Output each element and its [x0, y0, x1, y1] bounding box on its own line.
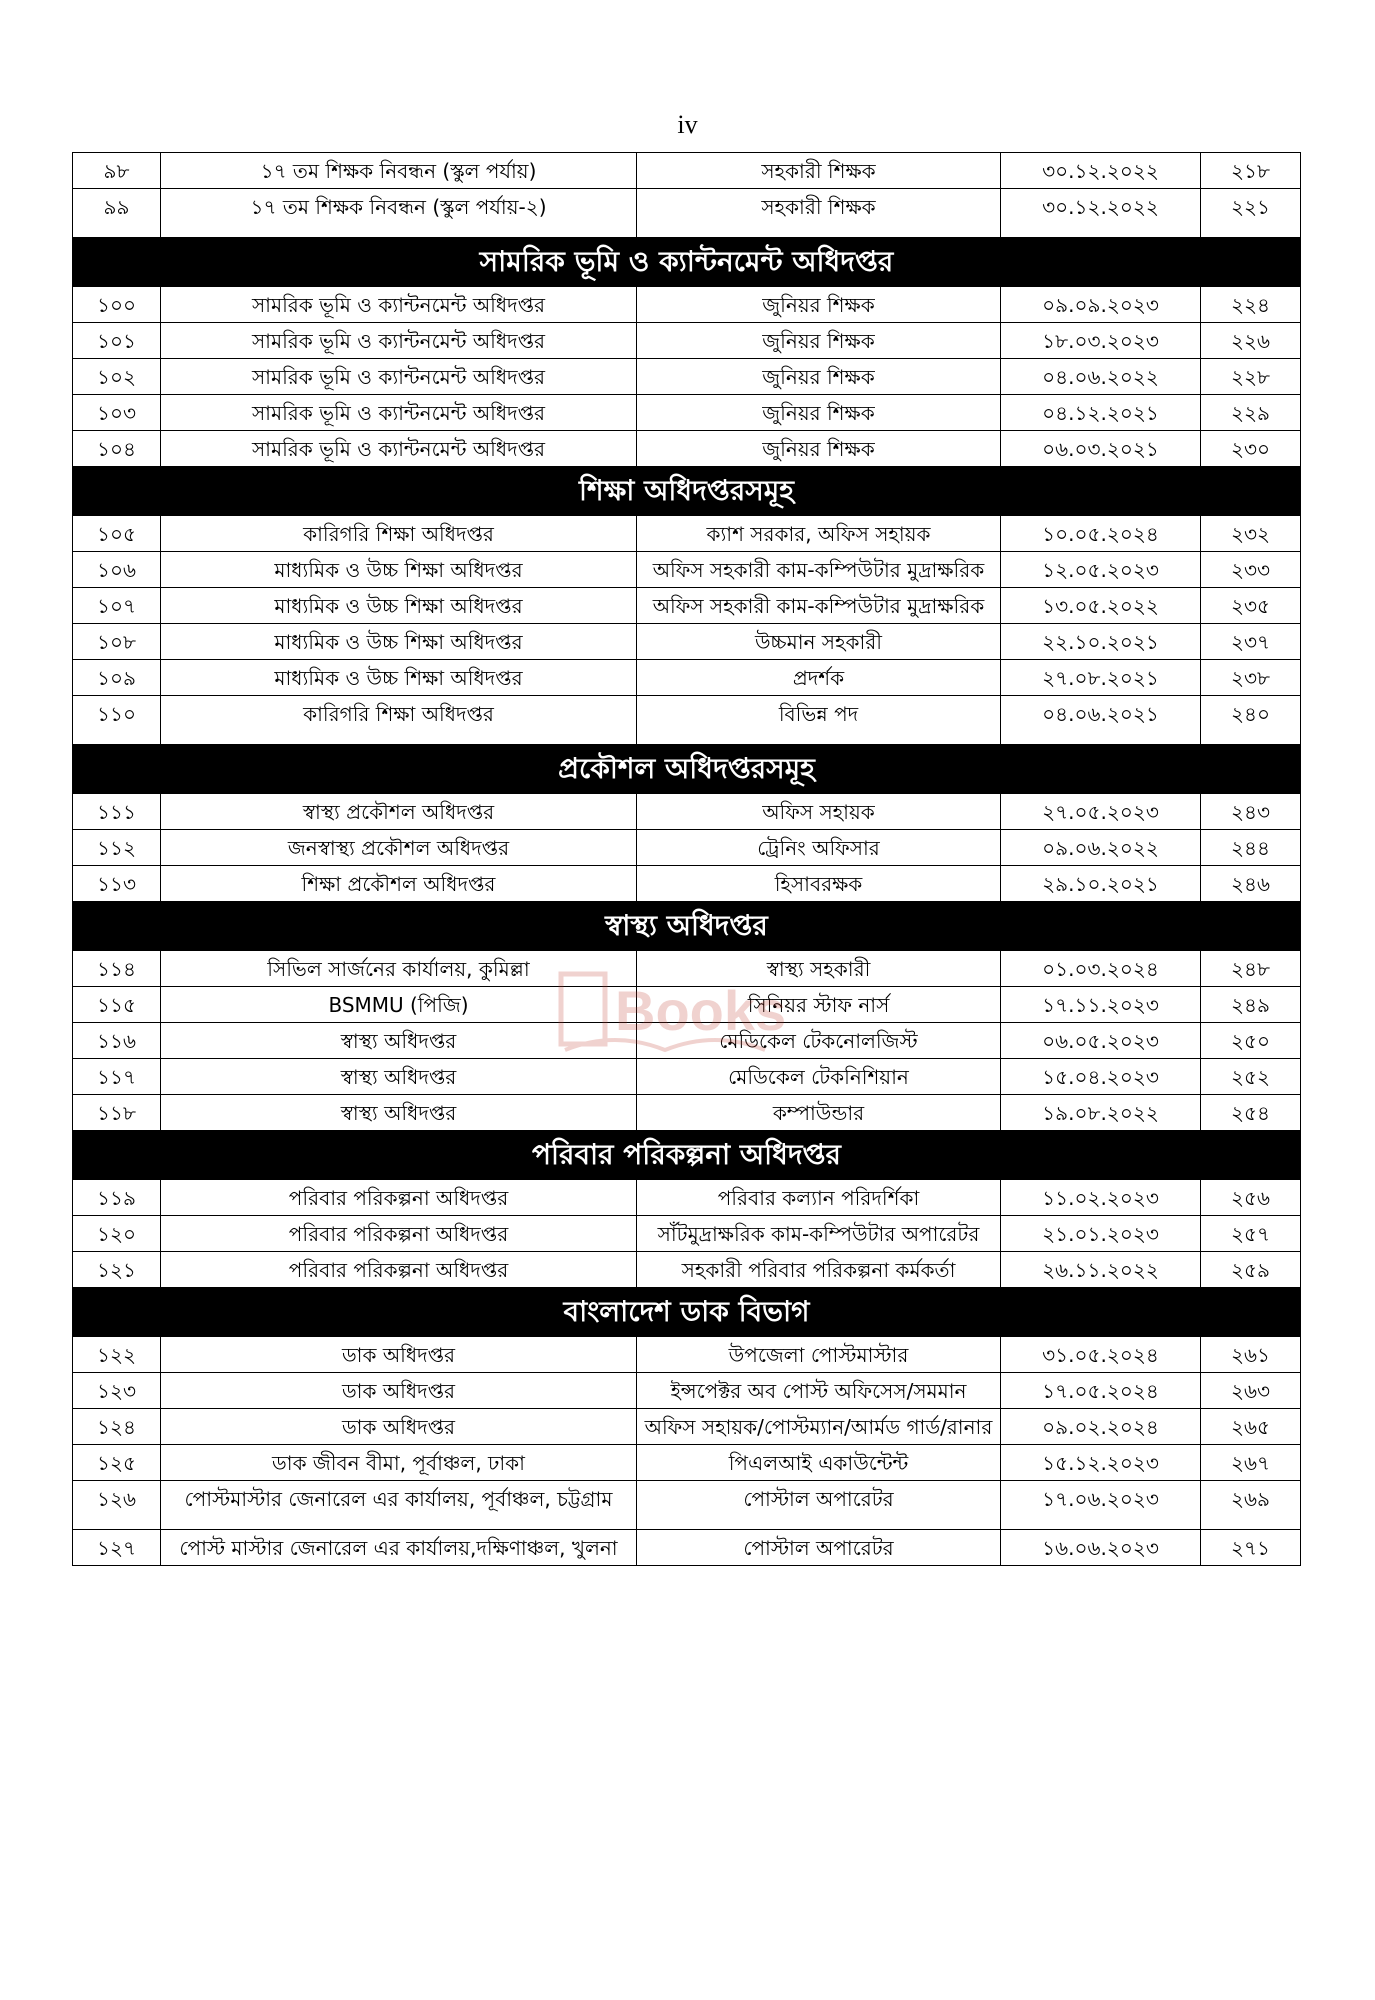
post-name-cell: হিসাবরক্ষক [637, 866, 1001, 902]
post-name-cell: উচ্চমান সহকারী [637, 624, 1001, 660]
table-row [73, 660, 1301, 696]
serial-number-cell: ১১৬ [73, 1023, 161, 1059]
page-number-cell: ২৩৭ [1201, 624, 1301, 660]
page-number-cell: ২৬৭ [1201, 1445, 1301, 1481]
post-name-cell: জুনিয়র শিক্ষক [637, 395, 1001, 431]
organization-cell: ডাক অধিদপ্তর [161, 1409, 637, 1445]
page-number-cell: ২৩৫ [1201, 588, 1301, 624]
exam-date-cell: ৩১.০৫.২০২৪ [1001, 1337, 1201, 1373]
serial-number-cell: ১০০ [73, 287, 161, 323]
table-row [73, 287, 1301, 323]
exam-date-cell: ০৯.০৯.২০২৩ [1001, 287, 1201, 323]
serial-number-cell: ১২১ [73, 1252, 161, 1288]
serial-number-cell: ১২০ [73, 1216, 161, 1252]
page-number: iv [677, 110, 698, 139]
post-name-cell: মেডিকেল টেকনিশিয়ান [637, 1059, 1001, 1095]
page-number-cell: ২৩২ [1201, 516, 1301, 552]
serial-number-cell: ১১৭ [73, 1059, 161, 1095]
table-row [73, 1445, 1301, 1481]
organization-cell: পোস্টমাস্টার জেনারেল এর কার্যালয়, পূর্বাঞ্চল, চট্টগ্রাম [161, 1481, 637, 1530]
serial-number-cell: ১২২ [73, 1337, 161, 1373]
organization-cell: শিক্ষা প্রকৌশল অধিদপ্তর [161, 866, 637, 902]
organization-cell: মাধ্যমিক ও উচ্চ শিক্ষা অধিদপ্তর [161, 588, 637, 624]
page-number-cell: ২৪৩ [1201, 794, 1301, 830]
page-number-cell: ২৬৯ [1201, 1481, 1301, 1530]
post-name-cell: অফিস সহকারী কাম-কম্পিউটার মুদ্রাক্ষরিক [637, 552, 1001, 588]
table-row [73, 359, 1301, 395]
exam-date-cell: ০৯.০৬.২০২২ [1001, 830, 1201, 866]
organization-cell: কারিগরি শিক্ষা অধিদপ্তর [161, 516, 637, 552]
page-number-cell: ২৫৬ [1201, 1180, 1301, 1216]
table-row [73, 1023, 1301, 1059]
exam-date-cell: ০৪.০৬.২০২১ [1001, 696, 1201, 745]
organization-cell: BSMMU (পিজি) [161, 987, 637, 1023]
post-name-cell: সহকারী শিক্ষক [637, 153, 1001, 189]
serial-number-cell: ১২৫ [73, 1445, 161, 1481]
organization-cell: সামরিক ভূমি ও ক্যান্টনমেন্ট অধিদপ্তর [161, 359, 637, 395]
table-row [73, 1337, 1301, 1373]
post-name-cell: মেডিকেল টেকনোলজিস্ট [637, 1023, 1001, 1059]
post-name-cell: জুনিয়র শিক্ষক [637, 359, 1001, 395]
exam-date-cell: ২৯.১০.২০২১ [1001, 866, 1201, 902]
serial-number-cell: ১০৮ [73, 624, 161, 660]
serial-number-cell: ১০৭ [73, 588, 161, 624]
page-number-cell: ২৩০ [1201, 431, 1301, 467]
exam-date-cell: ০৬.০৩.২০২১ [1001, 431, 1201, 467]
organization-cell: মাধ্যমিক ও উচ্চ শিক্ষা অধিদপ্তর [161, 552, 637, 588]
post-name-cell: ক্যাশ সরকার, অফিস সহায়ক [637, 516, 1001, 552]
table-row [73, 323, 1301, 359]
serial-number-cell: ১১১ [73, 794, 161, 830]
page-number-cell: ২৪৬ [1201, 866, 1301, 902]
page-number-cell: ২৫৪ [1201, 1095, 1301, 1131]
exam-date-cell: ২৭.০৮.২০২১ [1001, 660, 1201, 696]
page-number-cell: ২৫৯ [1201, 1252, 1301, 1288]
exam-date-cell: ১৫.১২.২০২৩ [1001, 1445, 1201, 1481]
exam-date-cell: ১৮.০৩.২০২৩ [1001, 323, 1201, 359]
page-number-cell: ২১৮ [1201, 153, 1301, 189]
table-row [73, 189, 1301, 238]
post-name-cell: সাঁটমুদ্রাক্ষরিক কাম-কম্পিউটার অপারেটর [637, 1216, 1001, 1252]
table-row [73, 866, 1301, 902]
post-name-cell: জুনিয়র শিক্ষক [637, 323, 1001, 359]
post-name-cell: সহকারী শিক্ষক [637, 189, 1001, 238]
organization-cell: পোস্ট মাস্টার জেনারেল এর কার্যালয়,দক্ষিণাঞ্চল, খুলনা [161, 1530, 637, 1566]
serial-number-cell: ১২৬ [73, 1481, 161, 1530]
page-number-cell: ২৫৭ [1201, 1216, 1301, 1252]
organization-cell: পরিবার পরিকল্পনা অধিদপ্তর [161, 1252, 637, 1288]
page-number-cell: ২৩৩ [1201, 552, 1301, 588]
table-row [73, 1481, 1301, 1530]
exam-date-cell: ১৯.০৮.২০২২ [1001, 1095, 1201, 1131]
organization-cell: স্বাস্থ্য অধিদপ্তর [161, 1059, 637, 1095]
table-row [73, 1409, 1301, 1445]
exam-date-cell: ১৫.০৪.২০২৩ [1001, 1059, 1201, 1095]
table-row [73, 552, 1301, 588]
exam-date-cell: ০৬.০৫.২০২৩ [1001, 1023, 1201, 1059]
organization-cell: সামরিক ভূমি ও ক্যান্টনমেন্ট অধিদপ্তর [161, 395, 637, 431]
section-title: বাংলাদেশ ডাক বিভাগ [73, 1288, 1301, 1337]
exam-date-cell: ০৪.১২.২০২১ [1001, 395, 1201, 431]
post-name-cell: প্রদর্শক [637, 660, 1001, 696]
post-name-cell: ট্রেনিং অফিসার [637, 830, 1001, 866]
table-row [73, 516, 1301, 552]
page-number-cell: ২৬৫ [1201, 1409, 1301, 1445]
serial-number-cell: ১২৪ [73, 1409, 161, 1445]
exam-date-cell: ১১.০২.২০২৩ [1001, 1180, 1201, 1216]
serial-number-cell: ১১৫ [73, 987, 161, 1023]
page-number-cell: ২৪৮ [1201, 951, 1301, 987]
section-header-row [73, 467, 1301, 516]
table-row [73, 1059, 1301, 1095]
serial-number-cell: ৯৮ [73, 153, 161, 189]
serial-number-cell: ১১০ [73, 696, 161, 745]
organization-cell: পরিবার পরিকল্পনা অধিদপ্তর [161, 1216, 637, 1252]
organization-cell: মাধ্যমিক ও উচ্চ শিক্ষা অধিদপ্তর [161, 660, 637, 696]
page-number-cell: ২৬৩ [1201, 1373, 1301, 1409]
post-name-cell: পিএলআই একাউন্টেন্ট [637, 1445, 1001, 1481]
exam-date-cell: ১০.০৫.২০২৪ [1001, 516, 1201, 552]
serial-number-cell: ১০১ [73, 323, 161, 359]
organization-cell: সামরিক ভূমি ও ক্যান্টনমেন্ট অধিদপ্তর [161, 287, 637, 323]
organization-cell: পরিবার পরিকল্পনা অধিদপ্তর [161, 1180, 637, 1216]
page-number-cell: ২৪৯ [1201, 987, 1301, 1023]
organization-cell: স্বাস্থ্য অধিদপ্তর [161, 1023, 637, 1059]
table-row [73, 696, 1301, 745]
table-row [73, 624, 1301, 660]
table-row [73, 830, 1301, 866]
exam-date-cell: ২৬.১১.২০২২ [1001, 1252, 1201, 1288]
table-row [73, 588, 1301, 624]
page-number-cell: ২২৮ [1201, 359, 1301, 395]
section-header-row [73, 902, 1301, 951]
post-name-cell: জুনিয়র শিক্ষক [637, 431, 1001, 467]
table-row [73, 1216, 1301, 1252]
section-header-row [73, 1131, 1301, 1180]
organization-cell: স্বাস্থ্য অধিদপ্তর [161, 1095, 637, 1131]
exam-date-cell: ১৭.১১.২০২৩ [1001, 987, 1201, 1023]
table-row [73, 395, 1301, 431]
table-row [73, 1252, 1301, 1288]
serial-number-cell: ১১৩ [73, 866, 161, 902]
serial-number-cell: ৯৯ [73, 189, 161, 238]
post-name-cell: অফিস সহায়ক/পোস্টম্যান/আর্মড গার্ড/রানার [637, 1409, 1001, 1445]
serial-number-cell: ১০৬ [73, 552, 161, 588]
section-title: শিক্ষা অধিদপ্তরসমূহ [73, 467, 1301, 516]
serial-number-cell: ১১২ [73, 830, 161, 866]
page-number-cell: ২২৬ [1201, 323, 1301, 359]
organization-cell: ডাক জীবন বীমা, পূর্বাঞ্চল, ঢাকা [161, 1445, 637, 1481]
table-row [73, 431, 1301, 467]
page-number-cell: ২৩৮ [1201, 660, 1301, 696]
post-name-cell: পরিবার কল্যান পরিদর্শিকা [637, 1180, 1001, 1216]
exam-date-cell: ২৭.০৫.২০২৩ [1001, 794, 1201, 830]
exam-date-cell: ২১.০১.২০২৩ [1001, 1216, 1201, 1252]
post-name-cell: স্বাস্থ্য সহকারী [637, 951, 1001, 987]
watermark-text: Books [615, 979, 787, 1042]
exam-date-cell: ৩০.১২.২০২২ [1001, 153, 1201, 189]
page-number-cell: ২২৪ [1201, 287, 1301, 323]
exam-date-cell: ৩০.১২.২০২২ [1001, 189, 1201, 238]
organization-cell: কারিগরি শিক্ষা অধিদপ্তর [161, 696, 637, 745]
page-number-cell: ২৫২ [1201, 1059, 1301, 1095]
table-row [73, 1373, 1301, 1409]
section-header-row [73, 745, 1301, 794]
organization-cell: ১৭ তম শিক্ষক নিবন্ধন (স্কুল পর্যায়) [161, 153, 637, 189]
table-row [73, 1095, 1301, 1131]
exam-date-cell: ০১.০৩.২০২৪ [1001, 951, 1201, 987]
post-name-cell: পোস্টাল অপারেটর [637, 1481, 1001, 1530]
table-row [73, 951, 1301, 987]
section-header-row [73, 1288, 1301, 1337]
post-name-cell: উপজেলা পোস্টমাস্টার [637, 1337, 1001, 1373]
table-row [73, 794, 1301, 830]
organization-cell: ডাক অধিদপ্তর [161, 1373, 637, 1409]
section-title: সামরিক ভূমি ও ক্যান্টনমেন্ট অধিদপ্তর [73, 238, 1301, 287]
table-row [73, 153, 1301, 189]
serial-number-cell: ১০৯ [73, 660, 161, 696]
page-number-cell: ২৪৪ [1201, 830, 1301, 866]
serial-number-cell: ১১৯ [73, 1180, 161, 1216]
table-row [73, 1530, 1301, 1566]
post-name-cell: বিভিন্ন পদ [637, 696, 1001, 745]
post-name-cell: পোস্টাল অপারেটর [637, 1530, 1001, 1566]
organization-cell: সামরিক ভূমি ও ক্যান্টনমেন্ট অধিদপ্তর [161, 323, 637, 359]
post-name-cell: অফিস সহকারী কাম-কম্পিউটার মুদ্রাক্ষরিক [637, 588, 1001, 624]
page-number-cell: ২৬১ [1201, 1337, 1301, 1373]
page-number-cell: ২৪০ [1201, 696, 1301, 745]
exam-date-cell: ১৩.০৫.২০২২ [1001, 588, 1201, 624]
post-name-cell: কম্পাউন্ডার [637, 1095, 1001, 1131]
exam-date-cell: ০৯.০২.২০২৪ [1001, 1409, 1201, 1445]
organization-cell: সামরিক ভূমি ও ক্যান্টনমেন্ট অধিদপ্তর [161, 431, 637, 467]
table-row [73, 1180, 1301, 1216]
exam-date-cell: ০৪.০৬.২০২২ [1001, 359, 1201, 395]
serial-number-cell: ১২৩ [73, 1373, 161, 1409]
post-name-cell: জুনিয়র শিক্ষক [637, 287, 1001, 323]
post-name-cell: ইন্সপেক্টর অব পোস্ট অফিসেস/সমমান [637, 1373, 1001, 1409]
section-title: প্রকৌশল অধিদপ্তরসমূহ [73, 745, 1301, 794]
organization-cell: স্বাস্থ্য প্রকৌশল অধিদপ্তর [161, 794, 637, 830]
page-number-cell: ২৫০ [1201, 1023, 1301, 1059]
exam-date-cell: ১৭.০৬.২০২৩ [1001, 1481, 1201, 1530]
serial-number-cell: ১০২ [73, 359, 161, 395]
organization-cell: ডাক অধিদপ্তর [161, 1337, 637, 1373]
page-number-cell: ২২১ [1201, 189, 1301, 238]
exam-date-cell: ২২.১০.২০২১ [1001, 624, 1201, 660]
organization-cell: জনস্বাস্থ্য প্রকৌশল অধিদপ্তর [161, 830, 637, 866]
circular-index-table [72, 152, 1301, 1566]
exam-date-cell: ১৬.০৬.২০২৩ [1001, 1530, 1201, 1566]
post-name-cell: অফিস সহায়ক [637, 794, 1001, 830]
post-name-cell: সহকারী পরিবার পরিকল্পনা কর্মকর্তা [637, 1252, 1001, 1288]
exam-date-cell: ১২.০৫.২০২৩ [1001, 552, 1201, 588]
organization-cell: মাধ্যমিক ও উচ্চ শিক্ষা অধিদপ্তর [161, 624, 637, 660]
organization-cell: সিভিল সার্জনের কার্যালয়, কুমিল্লা [161, 951, 637, 987]
serial-number-cell: ১১৮ [73, 1095, 161, 1131]
section-header-row [73, 238, 1301, 287]
section-title: পরিবার পরিকল্পনা অধিদপ্তর [73, 1131, 1301, 1180]
serial-number-cell: ১০৩ [73, 395, 161, 431]
page-number-cell: ২২৯ [1201, 395, 1301, 431]
post-name-cell: সিনিয়র স্টাফ নার্স [637, 987, 1001, 1023]
page-number-cell: ২৭১ [1201, 1530, 1301, 1566]
exam-date-cell: ১৭.০৫.২০২৪ [1001, 1373, 1201, 1409]
serial-number-cell: ১২৭ [73, 1530, 161, 1566]
table-row [73, 987, 1301, 1023]
section-title: স্বাস্থ্য অধিদপ্তর [73, 902, 1301, 951]
serial-number-cell: ১০৪ [73, 431, 161, 467]
serial-number-cell: ১০৫ [73, 516, 161, 552]
serial-number-cell: ১১৪ [73, 951, 161, 987]
organization-cell: ১৭ তম শিক্ষক নিবন্ধন (স্কুল পর্যায়-২) [161, 189, 637, 238]
